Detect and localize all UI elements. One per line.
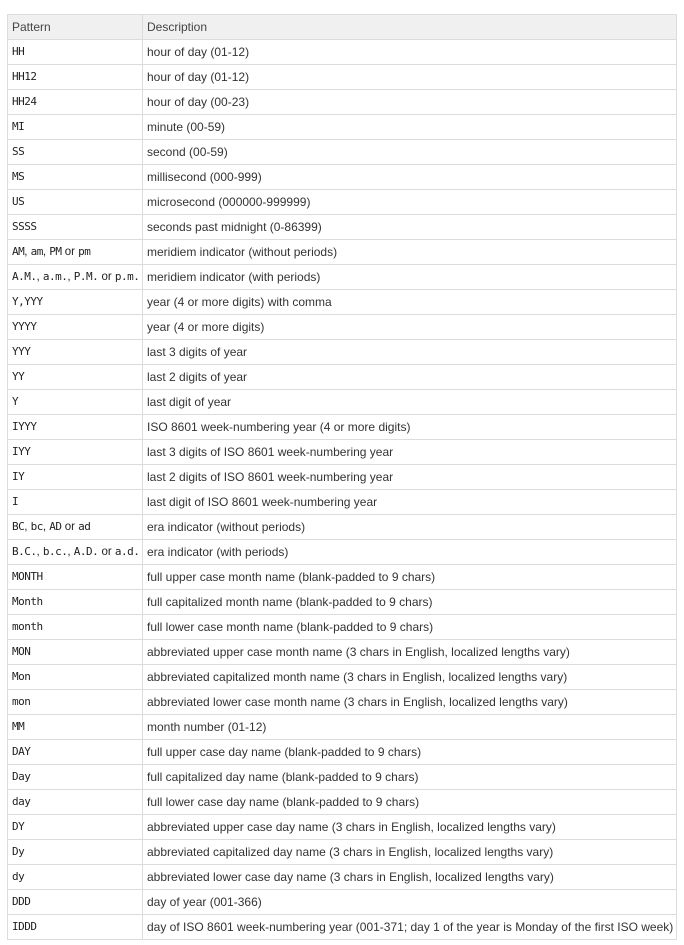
pattern-code: MONTH (12, 570, 43, 583)
pattern-cell (8, 890, 143, 915)
pattern-separator: , (67, 271, 74, 283)
pattern-cell (8, 865, 143, 890)
description-cell: era indicator (without periods) (143, 515, 677, 540)
pattern-code: Day (12, 770, 31, 783)
pattern-cell (8, 315, 143, 340)
pattern-code: IY (12, 470, 25, 483)
table-row (8, 865, 677, 890)
description-cell: seconds past midnight (0-86399) (143, 215, 677, 240)
table-row (8, 290, 677, 315)
description-cell: last digit of ISO 8601 week-numbering year (143, 490, 677, 515)
pattern-code: ad (78, 520, 91, 533)
description-cell: meridiem indicator (with periods) (143, 265, 677, 290)
description-cell: hour of day (00-23) (143, 90, 677, 115)
pattern-cell (8, 640, 143, 665)
table-row (8, 640, 677, 665)
pattern-code: bc (30, 520, 43, 533)
pattern-cell (8, 615, 143, 640)
pattern-code: MS (12, 170, 25, 183)
pattern-code: a.d. (114, 545, 140, 558)
pattern-cell (8, 340, 143, 365)
pattern-separator: , (42, 246, 50, 258)
description-cell: hour of day (01-12) (143, 40, 677, 65)
pattern-code: Y (12, 395, 19, 408)
pattern-table (7, 14, 677, 940)
table-row (8, 490, 677, 515)
table-row (8, 615, 677, 640)
table-row (8, 665, 677, 690)
table-row (8, 790, 677, 815)
pattern-cell (8, 515, 143, 540)
table-row (8, 815, 677, 840)
pattern-code: DDD (12, 895, 31, 908)
description-cell: ISO 8601 week-numbering year (4 or more digits) (143, 415, 677, 440)
description-column-header: Description (143, 15, 677, 40)
pattern-cell (8, 565, 143, 590)
description-cell: microsecond (000000-999999) (143, 190, 677, 215)
description-cell: millisecond (000-999) (143, 165, 677, 190)
pattern-code: MM (12, 720, 25, 733)
description-cell: month number (01-12) (143, 715, 677, 740)
pattern-code: p.m. (114, 270, 140, 283)
pattern-code: IYY (12, 445, 31, 458)
table-body (8, 40, 677, 940)
pattern-separator: , (36, 546, 43, 558)
pattern-cell (8, 165, 143, 190)
pattern-cell (8, 815, 143, 840)
pattern-separator: or (98, 271, 115, 283)
pattern-code: mon (12, 695, 31, 708)
pattern-code: a.m. (42, 270, 68, 283)
description-cell: second (00-59) (143, 140, 677, 165)
pattern-code: Month (12, 595, 43, 608)
pattern-separator: , (24, 246, 31, 258)
table-row (8, 540, 677, 565)
pattern-code: dy (12, 870, 25, 883)
description-cell: last 3 digits of year (143, 340, 677, 365)
table-row (8, 40, 677, 65)
pattern-code: SSSS (12, 220, 37, 233)
table-row (8, 915, 677, 940)
pattern-code: am (30, 245, 43, 258)
pattern-cell (8, 665, 143, 690)
table-row (8, 590, 677, 615)
pattern-column-header: Pattern (8, 15, 143, 40)
table-row (8, 140, 677, 165)
pattern-code: I (12, 495, 19, 508)
pattern-code: Mon (12, 670, 31, 683)
pattern-cell (8, 265, 143, 290)
table-row (8, 165, 677, 190)
pattern-cell (8, 40, 143, 65)
pattern-cell (8, 390, 143, 415)
description-cell: abbreviated lower case month name (3 chars in English, localized lengths vary) (143, 690, 677, 715)
table-row (8, 365, 677, 390)
pattern-code: DY (12, 820, 25, 833)
pattern-code: HH12 (12, 70, 37, 83)
pattern-cell (8, 90, 143, 115)
pattern-cell (8, 290, 143, 315)
pattern-cell (8, 365, 143, 390)
pattern-code: YYY (12, 345, 31, 358)
pattern-cell (8, 465, 143, 490)
description-cell: day of ISO 8601 week-numbering year (001-371; day 1 of the year is Monday of the first ISO week) (143, 915, 677, 940)
description-cell: abbreviated capitalized day name (3 chars in English, localized lengths vary) (143, 840, 677, 865)
pattern-code: A.M. (12, 270, 37, 283)
table-row (8, 315, 677, 340)
pattern-separator: , (24, 521, 31, 533)
pattern-code: US (12, 195, 25, 208)
description-cell: year (4 or more digits) (143, 315, 677, 340)
pattern-code: IDDD (12, 920, 37, 933)
pattern-cell (8, 115, 143, 140)
pattern-cell (8, 790, 143, 815)
description-cell: day of year (001-366) (143, 890, 677, 915)
table-row (8, 415, 677, 440)
table-row (8, 440, 677, 465)
description-cell: last 2 digits of ISO 8601 week-numbering year (143, 465, 677, 490)
pattern-code: MON (12, 645, 31, 658)
table-row (8, 840, 677, 865)
pattern-cell (8, 190, 143, 215)
pattern-code: Y,YYY (12, 295, 43, 308)
description-cell: last 2 digits of year (143, 365, 677, 390)
table-row (8, 715, 677, 740)
table-row (8, 215, 677, 240)
pattern-code: YY (12, 370, 25, 383)
table-row (8, 265, 677, 290)
table-row (8, 340, 677, 365)
table-row (8, 115, 677, 140)
description-cell: hour of day (01-12) (143, 65, 677, 90)
pattern-separator: or (61, 246, 79, 258)
description-cell: full lower case day name (blank-padded to 9 chars) (143, 790, 677, 815)
description-cell: full capitalized day name (blank-padded to 9 chars) (143, 765, 677, 790)
description-cell: era indicator (with periods) (143, 540, 677, 565)
table-row (8, 190, 677, 215)
pattern-cell (8, 915, 143, 940)
pattern-separator: , (67, 546, 74, 558)
table-row (8, 390, 677, 415)
pattern-code: PM (49, 245, 62, 258)
pattern-code: BC (12, 520, 25, 533)
pattern-code: SS (12, 145, 25, 158)
pattern-code: Dy (12, 845, 25, 858)
pattern-cell (8, 415, 143, 440)
description-cell: abbreviated lower case day name (3 chars in English, localized lengths vary) (143, 865, 677, 890)
description-cell: year (4 or more digits) with comma (143, 290, 677, 315)
table-row (8, 690, 677, 715)
table-row (8, 565, 677, 590)
description-cell: meridiem indicator (without periods) (143, 240, 677, 265)
table-row (8, 765, 677, 790)
pattern-cell (8, 140, 143, 165)
table-row (8, 240, 677, 265)
pattern-cell (8, 490, 143, 515)
pattern-cell (8, 765, 143, 790)
description-cell: full capitalized month name (blank-padded to 9 chars) (143, 590, 677, 615)
pattern-separator: , (42, 521, 50, 533)
pattern-separator: or (61, 521, 79, 533)
pattern-cell (8, 240, 143, 265)
table-row (8, 465, 677, 490)
pattern-cell (8, 715, 143, 740)
pattern-code: month (12, 620, 43, 633)
pattern-code: DAY (12, 745, 31, 758)
pattern-cell (8, 840, 143, 865)
description-cell: abbreviated upper case day name (3 chars in English, localized lengths vary) (143, 815, 677, 840)
table-row (8, 740, 677, 765)
table-row (8, 515, 677, 540)
pattern-code: IYYY (12, 420, 37, 433)
pattern-code: day (12, 795, 31, 808)
pattern-separator: or (98, 546, 115, 558)
pattern-code: AM (12, 245, 25, 258)
description-cell: last 3 digits of ISO 8601 week-numbering year (143, 440, 677, 465)
description-cell: minute (00-59) (143, 115, 677, 140)
pattern-cell (8, 740, 143, 765)
table-row (8, 90, 677, 115)
pattern-code: b.c. (42, 545, 68, 558)
pattern-cell (8, 690, 143, 715)
table-header-row (8, 15, 677, 40)
pattern-code: HH (12, 45, 25, 58)
table-row (8, 65, 677, 90)
pattern-code: A.D. (73, 545, 99, 558)
pattern-cell (8, 65, 143, 90)
pattern-separator: , (36, 271, 43, 283)
pattern-code: AD (49, 520, 62, 533)
pattern-code: YYYY (12, 320, 37, 333)
pattern-code: HH24 (12, 95, 37, 108)
pattern-cell (8, 440, 143, 465)
pattern-cell (8, 590, 143, 615)
pattern-code: P.M. (73, 270, 99, 283)
table-row (8, 890, 677, 915)
description-cell: full upper case month name (blank-padded to 9 chars) (143, 565, 677, 590)
description-cell: last digit of year (143, 390, 677, 415)
description-cell: abbreviated upper case month name (3 chars in English, localized lengths vary) (143, 640, 677, 665)
description-cell: full upper case day name (blank-padded to 9 chars) (143, 740, 677, 765)
description-cell: full lower case month name (blank-padded to 9 chars) (143, 615, 677, 640)
pattern-cell (8, 215, 143, 240)
pattern-code: B.C. (12, 545, 37, 558)
pattern-cell (8, 540, 143, 565)
description-cell: abbreviated capitalized month name (3 chars in English, localized lengths vary) (143, 665, 677, 690)
pattern-code: pm (78, 245, 91, 258)
pattern-code: MI (12, 120, 25, 133)
